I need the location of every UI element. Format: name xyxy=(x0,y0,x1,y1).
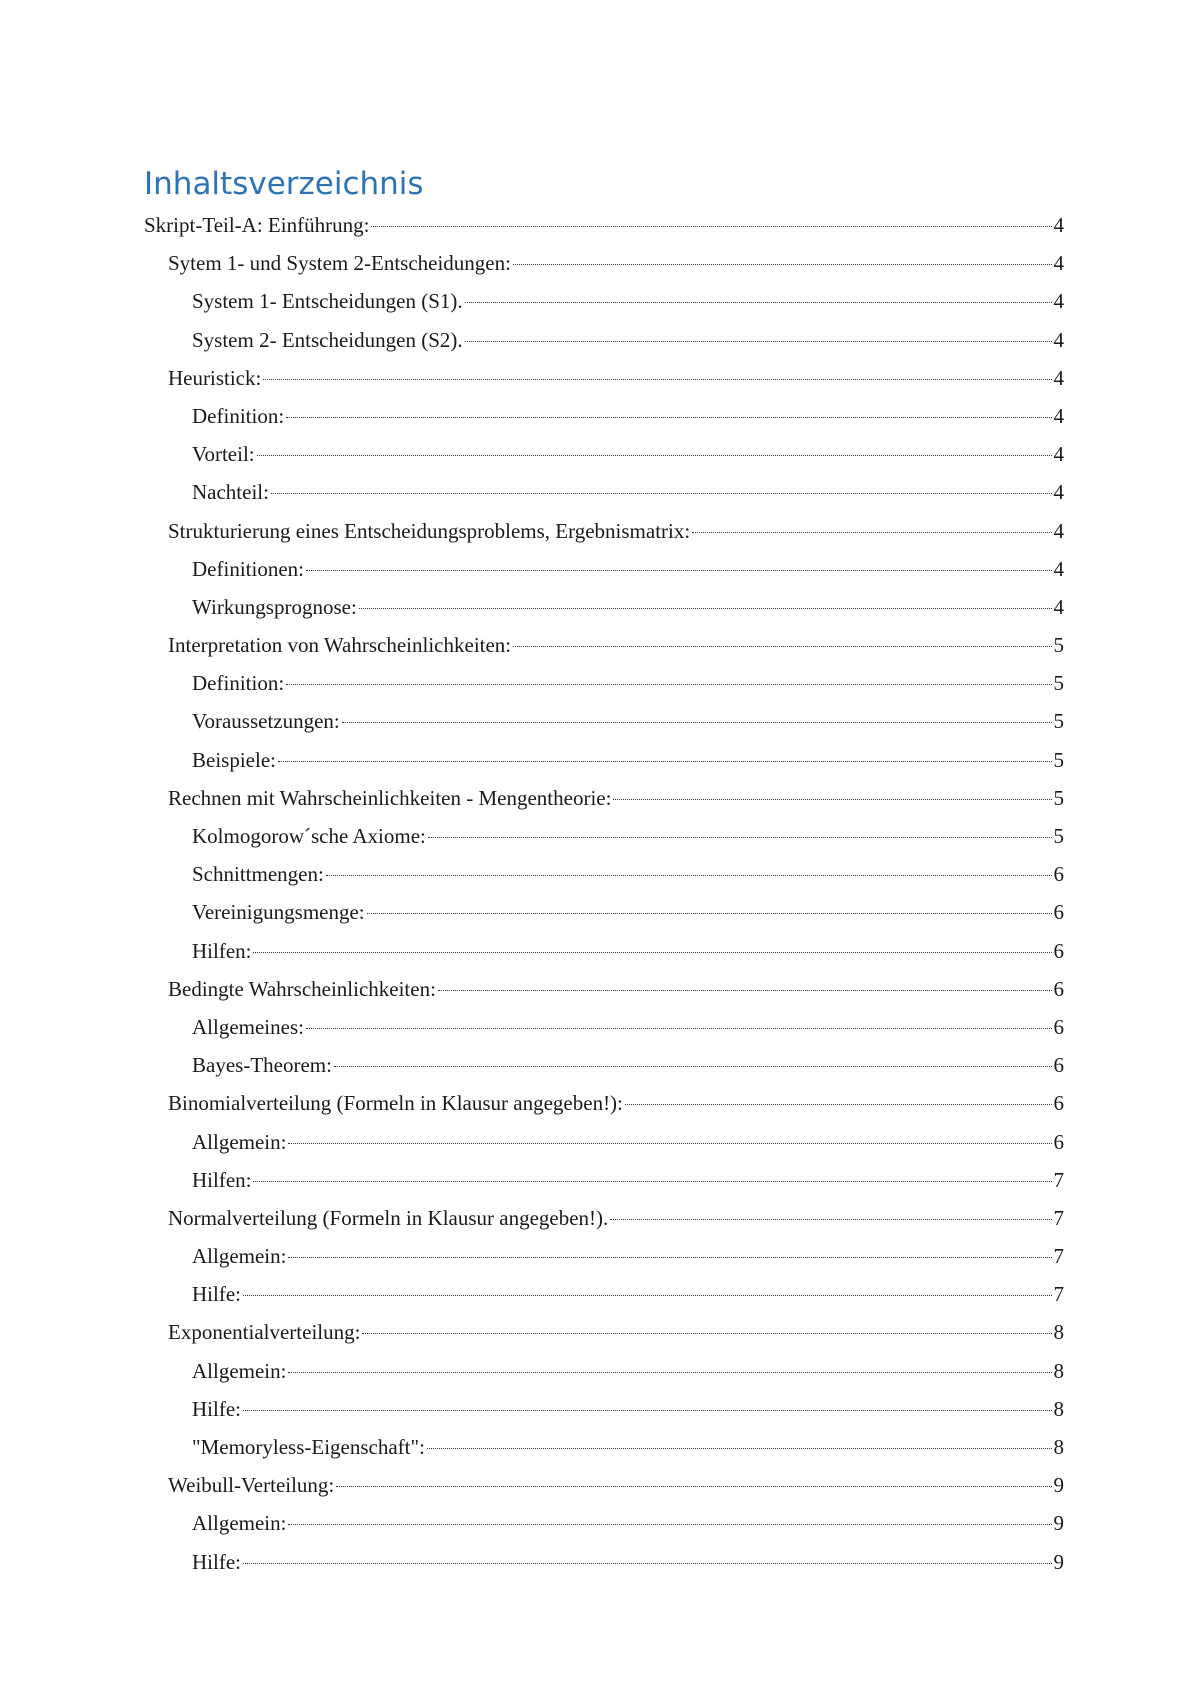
toc-entry-page: 7 xyxy=(1053,1167,1064,1192)
toc-entry[interactable] xyxy=(144,1084,1064,1122)
toc-entry-page: 9 xyxy=(1053,1549,1064,1574)
toc-entry-title: Hilfe: xyxy=(192,1282,241,1307)
toc-entry[interactable] xyxy=(144,1390,1064,1428)
toc-entry-title: Beispiele: xyxy=(192,747,276,772)
toc-entry[interactable] xyxy=(144,397,1064,435)
toc-dot-leader xyxy=(271,493,1052,494)
toc-entry-page: 5 xyxy=(1053,633,1064,658)
toc-dot-leader xyxy=(362,1333,1051,1334)
toc-entry[interactable] xyxy=(144,1428,1064,1466)
toc-dot-leader xyxy=(692,532,1051,533)
toc-entry[interactable] xyxy=(144,664,1064,702)
toc-entry-title: Allgemein: xyxy=(192,1129,287,1154)
toc-entry[interactable] xyxy=(144,779,1064,817)
toc-entry-title: Allgemein: xyxy=(192,1511,287,1536)
toc-entry-page: 6 xyxy=(1053,862,1064,887)
toc-entry-page: 6 xyxy=(1053,938,1064,963)
toc-entry[interactable] xyxy=(144,321,1064,359)
toc-entry[interactable] xyxy=(144,855,1064,893)
toc-entry[interactable] xyxy=(144,702,1064,740)
toc-entry[interactable] xyxy=(144,1046,1064,1084)
toc-entry-title: Vereinigungsmenge: xyxy=(192,900,365,925)
toc-dot-leader xyxy=(286,684,1051,685)
toc-entry-title: Sytem 1- und System 2-Entscheidungen: xyxy=(168,251,511,276)
toc-entry[interactable] xyxy=(144,970,1064,1008)
toc-dot-leader xyxy=(263,379,1051,380)
toc-entry-page: 7 xyxy=(1053,1282,1064,1307)
toc-entry-title: Vorteil: xyxy=(192,442,255,467)
toc-entry-page: 8 xyxy=(1053,1435,1064,1459)
toc-dot-leader xyxy=(428,837,1052,838)
toc-dot-leader xyxy=(326,875,1052,876)
toc-entry[interactable] xyxy=(144,435,1064,473)
toc-entry-page: 5 xyxy=(1053,709,1064,734)
toc-entry-page: 4 xyxy=(1053,594,1064,619)
toc-dot-leader xyxy=(288,1257,1051,1258)
toc-entry-page: 4 xyxy=(1053,556,1064,581)
toc-entry-page: 5 xyxy=(1053,785,1064,810)
toc-dot-leader xyxy=(334,1066,1052,1067)
toc-dot-leader xyxy=(288,1524,1051,1525)
toc-dot-leader xyxy=(513,264,1052,265)
toc-entry-page: 4 xyxy=(1053,327,1064,352)
toc-entry-title: Definitionen: xyxy=(192,556,304,581)
toc-entry-title: Hilfe: xyxy=(192,1549,241,1574)
toc-entry-page: 6 xyxy=(1053,1091,1064,1116)
toc-entry-page: 6 xyxy=(1053,900,1064,925)
toc-entry[interactable] xyxy=(144,1313,1064,1351)
toc-dot-leader xyxy=(342,722,1052,723)
toc-entry-title: Hilfe: xyxy=(192,1396,241,1421)
toc-dot-leader xyxy=(288,1143,1051,1144)
toc-entry[interactable] xyxy=(144,741,1064,779)
toc-dot-leader xyxy=(367,913,1052,914)
toc-entry-title: Kolmogorow´sche Axiome: xyxy=(192,824,426,848)
toc-entry[interactable] xyxy=(144,1237,1064,1275)
toc-entry-title: Rechnen mit Wahrscheinlichkeiten - Mengentheorie: xyxy=(168,785,612,810)
toc-entry-title: Skript-Teil-A: Einführung: xyxy=(144,213,370,237)
toc-dot-leader xyxy=(243,1410,1052,1411)
toc-entry[interactable] xyxy=(144,473,1064,511)
toc-entry-page: 4 xyxy=(1053,518,1064,543)
toc-entry-title: Hilfen: xyxy=(192,938,252,963)
toc-entry-title: Allgemein: xyxy=(192,1358,287,1383)
toc-entry[interactable] xyxy=(144,282,1064,320)
toc-entry-title: Voraussetzungen: xyxy=(192,709,340,734)
toc-entry-title: Strukturierung eines Entscheidungsproblems, Ergebnismatrix: xyxy=(168,518,691,543)
toc-dot-leader xyxy=(438,990,1052,991)
toc-dot-leader xyxy=(257,455,1052,456)
toc-entry[interactable] xyxy=(144,1123,1064,1161)
toc-entry-page: 5 xyxy=(1053,671,1064,696)
toc-dot-leader xyxy=(243,1295,1052,1296)
toc-entry[interactable] xyxy=(144,359,1064,397)
toc-entry-title: System 1- Entscheidungen (S1). xyxy=(192,289,463,314)
toc-entry[interactable] xyxy=(144,1466,1064,1504)
toc-entry-page: 4 xyxy=(1053,442,1064,467)
toc-entry-page: 4 xyxy=(1053,365,1064,390)
toc-entry-page: 4 xyxy=(1053,251,1064,276)
toc-dot-leader xyxy=(288,1372,1051,1373)
toc-dot-leader xyxy=(243,1563,1052,1564)
toc-dot-leader xyxy=(513,646,1051,647)
toc-entry-title: Normalverteilung (Formeln in Klausur angegeben!). xyxy=(168,1205,609,1230)
toc-entry-title: Hilfen: xyxy=(192,1167,252,1192)
toc-entry[interactable] xyxy=(144,932,1064,970)
toc-entry[interactable] xyxy=(144,817,1064,855)
toc-entry-title: Exponentialverteilung: xyxy=(168,1320,361,1345)
toc-dot-leader xyxy=(278,761,1052,762)
toc-entry-page: 4 xyxy=(1053,480,1064,505)
toc-entry-page: 4 xyxy=(1053,289,1064,314)
toc-entry[interactable] xyxy=(144,1543,1064,1581)
toc-entry-page: 5 xyxy=(1053,824,1064,848)
toc-entry[interactable] xyxy=(144,206,1064,244)
toc-list xyxy=(144,206,1064,1581)
toc-entry[interactable] xyxy=(144,1199,1064,1237)
toc-entry-page: 7 xyxy=(1053,1244,1064,1269)
toc-dot-leader xyxy=(465,341,1052,342)
toc-dot-leader xyxy=(625,1104,1052,1105)
toc-entry-page: 9 xyxy=(1053,1473,1064,1498)
toc-entry[interactable] xyxy=(144,1008,1064,1046)
toc-entry-page: 8 xyxy=(1053,1358,1064,1383)
toc-entry-title: Heuristick: xyxy=(168,365,262,390)
toc-dot-leader xyxy=(306,1028,1052,1029)
toc-dot-leader xyxy=(306,570,1052,571)
toc-entry-page: 8 xyxy=(1053,1396,1064,1421)
toc-dot-leader xyxy=(253,1181,1051,1182)
toc-dot-leader xyxy=(610,1219,1051,1220)
toc-dot-leader xyxy=(613,799,1051,800)
toc-entry-title: Bayes-Theorem: xyxy=(192,1053,332,1078)
toc-entry-title: Definition: xyxy=(192,671,285,696)
toc-entry-title: Definition: xyxy=(192,403,285,428)
toc-dot-leader xyxy=(371,226,1051,227)
toc-entry-page: 4 xyxy=(1053,213,1064,237)
toc-entry-page: 5 xyxy=(1053,747,1064,772)
toc-entry-page: 8 xyxy=(1053,1320,1064,1345)
toc-dot-leader xyxy=(465,302,1052,303)
toc-entry-title: System 2- Entscheidungen (S2). xyxy=(192,327,463,352)
toc-entry-page: 7 xyxy=(1053,1205,1064,1230)
toc-entry[interactable] xyxy=(144,244,1064,282)
toc-dot-leader xyxy=(253,952,1051,953)
toc-entry-title: Interpretation von Wahrscheinlichkeiten: xyxy=(168,633,512,658)
toc-entry-title: Allgemeines: xyxy=(192,1014,304,1039)
toc-entry[interactable] xyxy=(144,1161,1064,1199)
toc-heading: Inhaltsverzeichnis xyxy=(144,166,424,202)
toc-entry-title: Weibull-Verteilung: xyxy=(168,1473,335,1498)
toc-entry[interactable] xyxy=(144,1504,1064,1542)
toc-entry-title: Schnittmengen: xyxy=(192,862,324,887)
toc-dot-leader xyxy=(359,608,1052,609)
toc-entry-title: Bedingte Wahrscheinlichkeiten: xyxy=(168,976,436,1001)
toc-entry-title: Binomialverteilung (Formeln in Klausur angegeben!): xyxy=(168,1091,623,1116)
toc-entry[interactable] xyxy=(144,588,1064,626)
toc-entry-page: 6 xyxy=(1053,1129,1064,1154)
toc-dot-leader xyxy=(336,1486,1051,1487)
toc-entry-title: Nachteil: xyxy=(192,480,269,505)
toc-entry-page: 9 xyxy=(1053,1511,1064,1536)
toc-entry-title: Allgemein: xyxy=(192,1244,287,1269)
toc-entry[interactable] xyxy=(144,893,1064,931)
toc-entry[interactable] xyxy=(144,1275,1064,1313)
toc-entry-page: 6 xyxy=(1053,976,1064,1001)
toc-entry-title: "Memoryless-Eigenschaft": xyxy=(192,1435,425,1459)
toc-entry[interactable] xyxy=(144,626,1064,664)
toc-entry-page: 6 xyxy=(1053,1014,1064,1039)
toc-entry[interactable] xyxy=(144,512,1064,550)
toc-entry-page: 6 xyxy=(1053,1053,1064,1078)
toc-entry[interactable] xyxy=(144,1352,1064,1390)
toc-entry-page: 4 xyxy=(1053,403,1064,428)
toc-dot-leader xyxy=(427,1448,1052,1449)
toc-entry-title: Wirkungsprognose: xyxy=(192,594,357,619)
toc-dot-leader xyxy=(286,417,1051,418)
toc-entry[interactable] xyxy=(144,550,1064,588)
